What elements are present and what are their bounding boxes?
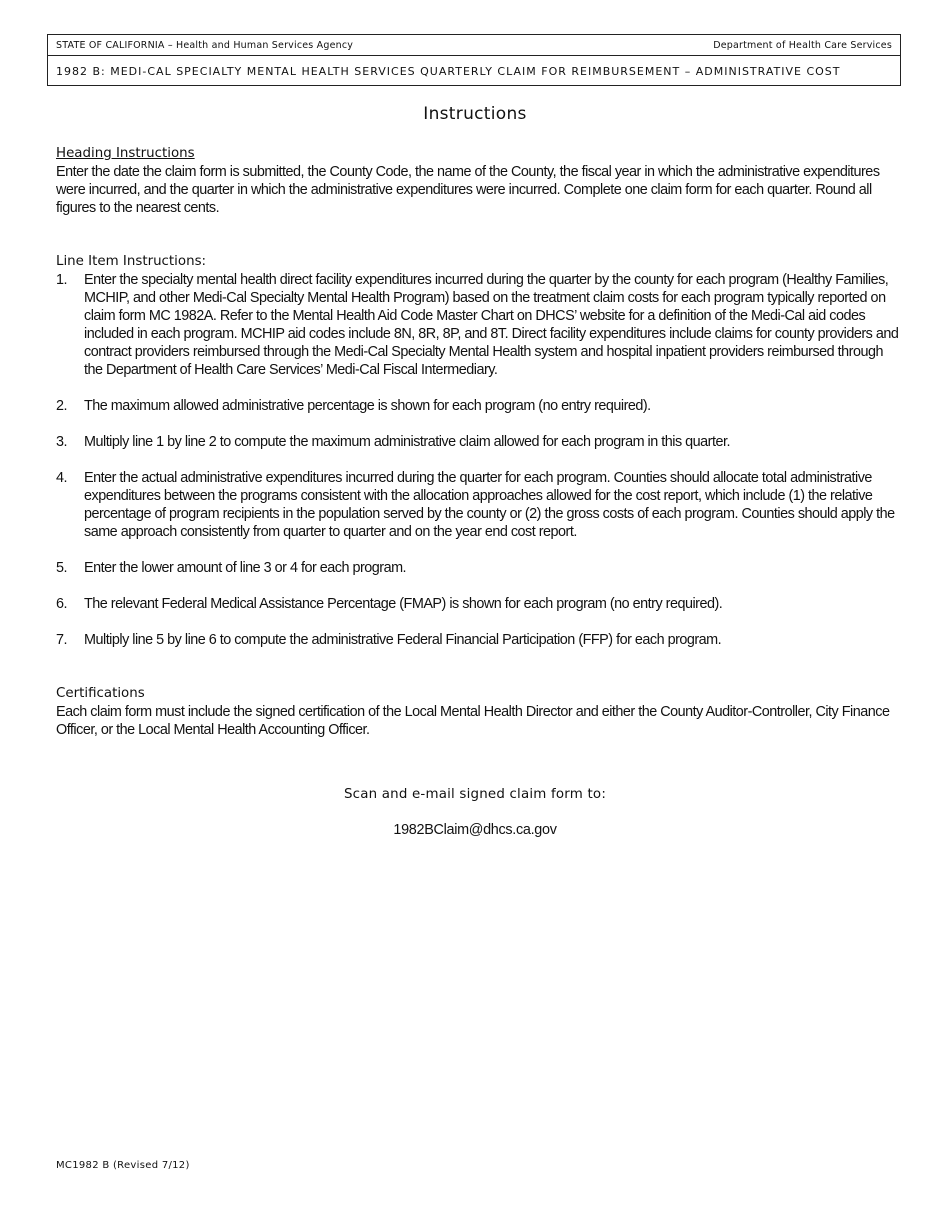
item-text: The relevant Federal Medical Assistance Percentage (FMAP) is shown for each program (no entry required). bbox=[84, 596, 723, 612]
item-number: 3. bbox=[56, 434, 68, 450]
department-name: Department of Health Care Services bbox=[713, 39, 892, 51]
form-number: MC1982 B (Revised 7/12) bbox=[56, 1160, 190, 1171]
list-item bbox=[56, 469, 902, 541]
agency-name: STATE OF CALIFORNIA – Health and Human Services Agency bbox=[56, 39, 354, 51]
certifications-heading: Certifications bbox=[56, 686, 145, 701]
item-number: 6. bbox=[56, 596, 68, 612]
submission-email: 1982BClaim@dhcs.ca.gov bbox=[393, 822, 557, 838]
line-item-list bbox=[56, 271, 902, 649]
list-item bbox=[56, 271, 902, 379]
item-text: Enter the specialty mental health direct facility expenditures incurred during the quarter by the county for each program (Healthy Families, MCHIP, and other Medi-Cal Specialty Mental Health Program) based on the treatment claim costs for each program typically reported on claim form MC 1982A. Refer to the Mental Health Aid Code Master Chart on DHCS’ website for a definition of the Medi-Cal aid codes included in each program. MCHIP aid codes include 8N, 8R, 8P, and 8T. Direct facility expenditures include claims for county providers and contract providers reimbursed through the Medi-Cal Specialty Mental Health system and hospital inpatient providers reimbursed through the Department of Health Care Services’ Medi-Cal Fiscal Intermediary. bbox=[84, 272, 899, 378]
list-item bbox=[56, 433, 902, 451]
instructions-body bbox=[56, 145, 902, 739]
list-item bbox=[56, 397, 902, 415]
item-text: Enter the lower amount of line 3 or 4 for each program. bbox=[84, 560, 407, 576]
item-number: 7. bbox=[56, 632, 68, 648]
form-header-box bbox=[47, 34, 901, 86]
form-title-row bbox=[48, 56, 900, 86]
item-text: Enter the actual administrative expenditures incurred during the quarter for each program. Counties should allocate total administrative expenditures between the programs consistent with the allocation approaches allowed for the cost report, which include (1) the relative percentage of program recipients in the population served by the county or (2) the gross costs of each program. Counties should apply the same approach consistently from quarter to quarter and on the year end cost report. bbox=[84, 470, 895, 540]
submission-instructions: Scan and e-mail signed claim form to: bbox=[343, 787, 607, 802]
header-agency-row bbox=[48, 35, 900, 56]
item-text: Multiply line 1 by line 2 to compute the maximum administrative claim allowed for each program in this quarter. bbox=[84, 434, 730, 450]
heading-instructions-text: Enter the date the claim form is submitted, the County Code, the name of the County, the fiscal year in which the administrative expenditures were incurred, and the quarter in which the administrative expenditures were incurred. Complete one claim form for each quarter. Round all figures to the nearest cents. bbox=[56, 164, 880, 216]
list-item bbox=[56, 631, 902, 649]
form-title: 1982 B: MEDI-CAL SPECIALTY MENTAL HEALTH SERVICES QUARTERLY CLAIM FOR REIMBURSEMENT – ADMINISTRATIVE COST bbox=[56, 64, 841, 78]
item-number: 1. bbox=[56, 272, 68, 288]
item-number: 2. bbox=[56, 398, 68, 414]
item-text: The maximum allowed administrative percentage is shown for each program (no entry required). bbox=[84, 398, 651, 414]
line-item-instructions-heading: Line Item Instructions: bbox=[56, 254, 207, 269]
list-item bbox=[56, 595, 902, 613]
item-text: Multiply line 5 by line 6 to compute the administrative Federal Financial Participation (FFP) for each program. bbox=[84, 632, 722, 648]
item-number: 4. bbox=[56, 470, 68, 486]
certifications-text: Each claim form must include the signed certification of the Local Mental Health Director and either the County Auditor-Controller, City Finance Officer, or the Local Mental Health Accounting Officer. bbox=[56, 704, 890, 738]
page-title: Instructions bbox=[423, 104, 527, 124]
list-item bbox=[56, 559, 902, 577]
item-number: 5. bbox=[56, 560, 68, 576]
heading-instructions-heading: Heading Instructions bbox=[56, 146, 195, 161]
